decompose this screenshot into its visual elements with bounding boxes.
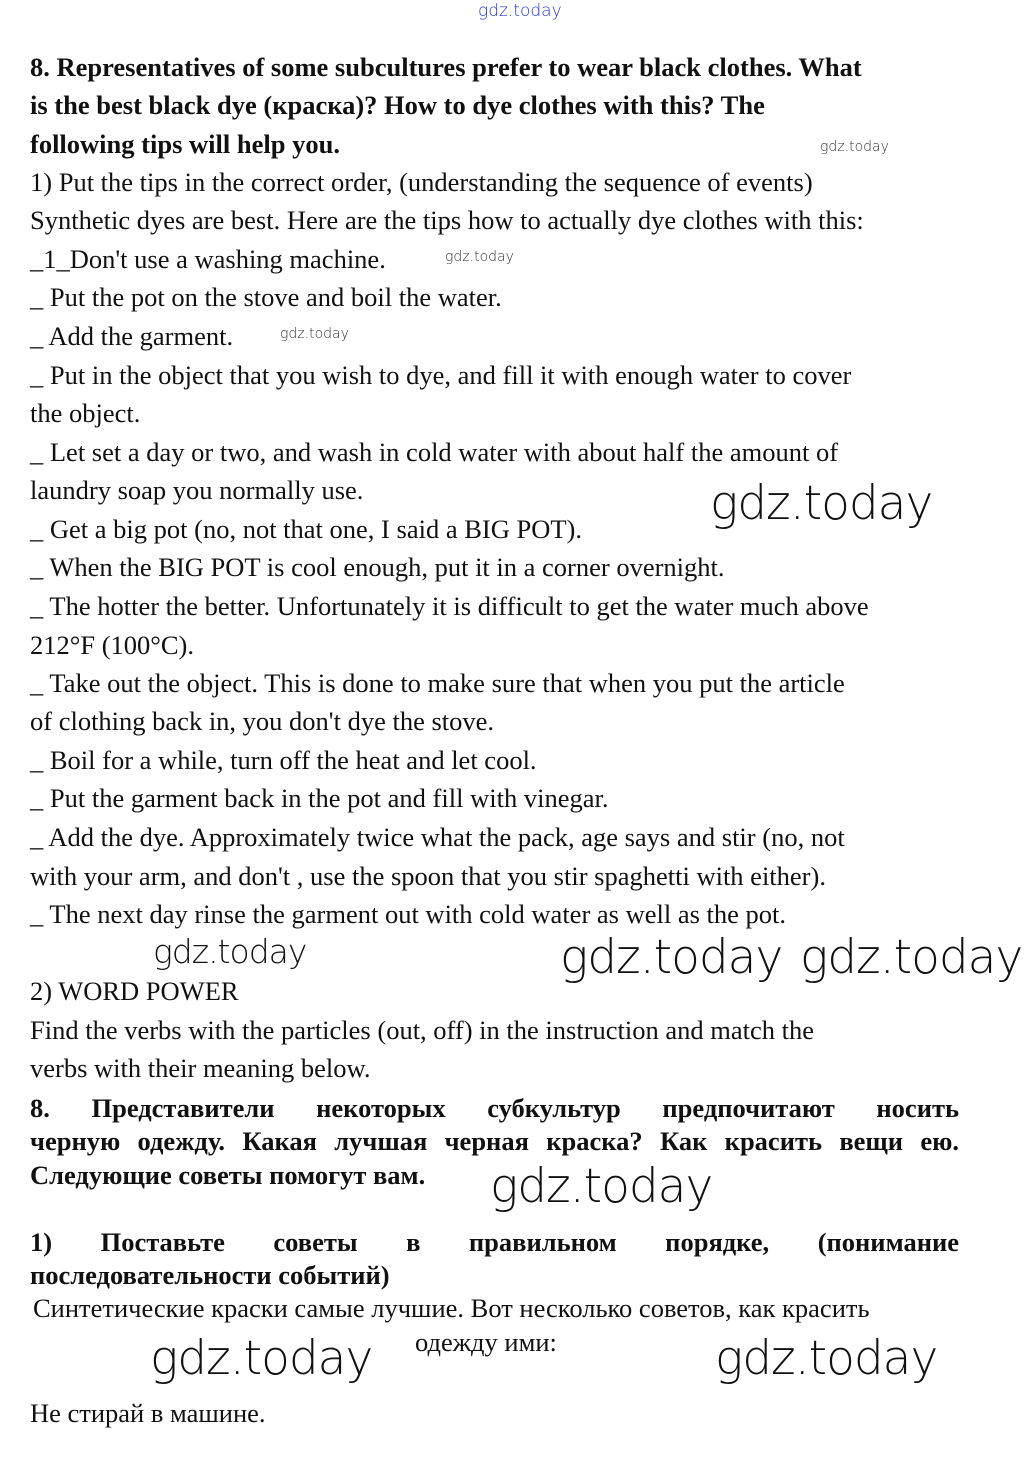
- tip-line: _ Boil for a while, turn off the heat and let cool.: [30, 745, 537, 775]
- tip-line: the object.: [30, 398, 141, 428]
- tip-line: _ Add the garment.: [30, 321, 234, 351]
- tip-line: _ Put the garment back in the pot and fill with vinegar.: [30, 783, 609, 813]
- watermark: gdz.today: [153, 932, 307, 971]
- watermark: gdz.today: [820, 139, 889, 155]
- watermark: gdz.today: [710, 476, 933, 531]
- text-line: Find the verbs with the particles (out, off) in the instruction and match the: [30, 1015, 815, 1045]
- tip-line: _1_Don't use a washing machine.: [30, 244, 386, 274]
- russian-title: Следующие советы помогут вам.: [30, 1160, 426, 1190]
- tip-line: 212°F (100°C).: [30, 630, 195, 660]
- text-line: verbs with their meaning below.: [30, 1053, 371, 1083]
- watermark: gdz.today: [150, 1331, 373, 1386]
- exercise-title: following tips will help you.: [30, 129, 340, 159]
- russian-title: черную одежду. Какая лучшая черная краска? Как красить вещи ею.: [30, 1126, 959, 1156]
- tip-line: _ Get a big pot (no, not that one, I said a BIG POT).: [30, 514, 582, 544]
- text-line: 1) Put the tips in the correct order, (understanding the sequence of events): [30, 167, 813, 197]
- watermark: gdz.today: [280, 326, 349, 342]
- tip-line: with your arm, and don't , use the spoon that you stir spaghetti with either).: [30, 861, 826, 891]
- tip-line: _ The hotter the better. Unfortunately it is difficult to get the water much above: [30, 591, 869, 621]
- russian-task: 1) Поставьте советы в правильном порядке, (понимание: [30, 1227, 959, 1257]
- watermark: gdz.today: [478, 1, 562, 21]
- tip-line: _ When the BIG POT is cool enough, put it in a corner overnight.: [30, 552, 725, 582]
- watermark: gdz.today: [445, 249, 514, 265]
- text-line: Synthetic dyes are best. Here are the tips how to actually dye clothes with this:: [30, 205, 864, 235]
- tip-line: _ Put the pot on the stove and boil the water.: [30, 282, 502, 312]
- russian-intro: Синтетические краски самые лучшие. Вот несколько советов, как красить: [33, 1293, 870, 1323]
- tip-line: _ Put in the object that you wish to dye, and fill it with enough water to cover: [30, 360, 852, 390]
- exercise-title: is the best black dye (краска)? How to dye clothes with this? The: [30, 90, 765, 120]
- watermark: gdz.today: [490, 1159, 713, 1214]
- tip-line: _ Let set a day or two, and wash in cold water with about half the amount of: [30, 437, 839, 467]
- russian-task: последовательности событий): [30, 1260, 390, 1290]
- tip-line: of clothing back in, you don't dye the stove.: [30, 706, 495, 736]
- russian-tip: Не стирай в машине.: [30, 1398, 266, 1428]
- tip-line: _ Take out the object. This is done to make sure that when you put the article: [30, 668, 845, 698]
- section-heading: 2) WORD POWER: [30, 976, 239, 1006]
- russian-title: 8. Представители некоторых субкультур предпочитают носить: [30, 1093, 959, 1123]
- watermark: gdz.today: [715, 1331, 938, 1386]
- tip-line: _ The next day rinse the garment out with cold water as well as the pot.: [30, 899, 787, 929]
- tip-line: laundry soap you normally use.: [30, 475, 364, 505]
- watermark: gdz.today: [800, 930, 1023, 985]
- watermark: gdz.today: [560, 930, 783, 985]
- tip-line: _ Add the dye. Approximately twice what the pack, age says and stir (no, not: [30, 822, 845, 852]
- exercise-title: 8. Representatives of some subcultures prefer to wear black clothes. What: [30, 52, 862, 82]
- russian-intro: одежду ими:: [415, 1327, 557, 1357]
